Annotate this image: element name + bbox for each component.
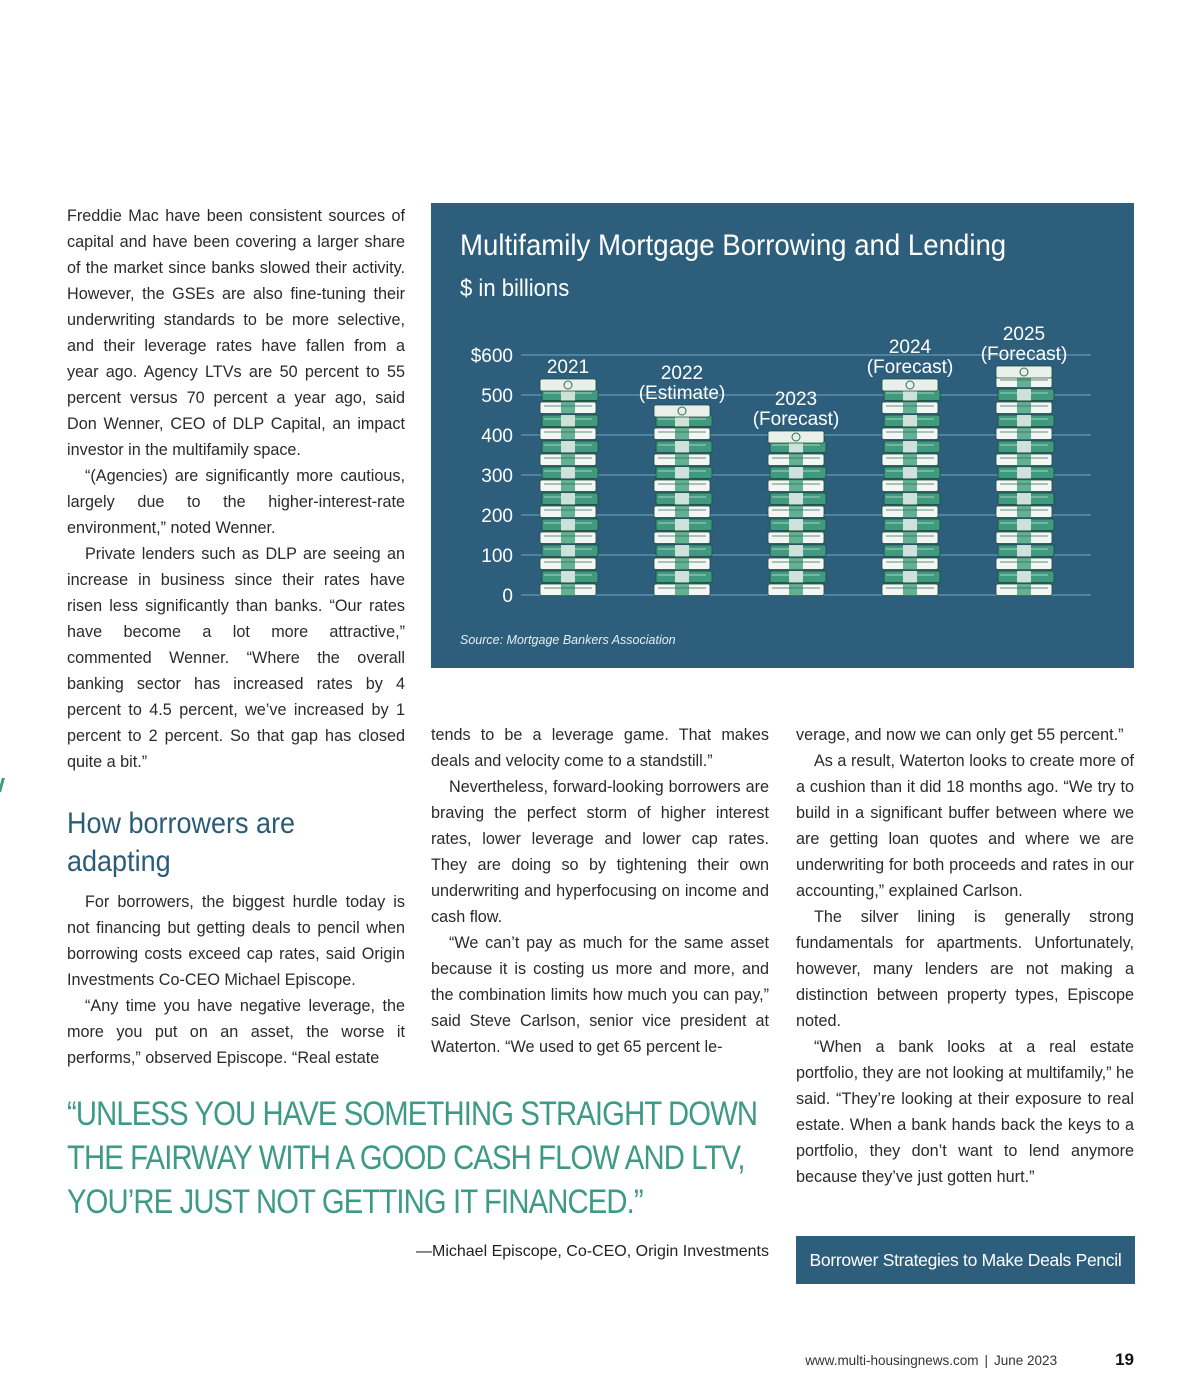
bundle-band	[675, 558, 689, 570]
bundle-band	[675, 428, 689, 440]
bundle-band	[903, 480, 917, 492]
bundle-band	[1017, 493, 1031, 505]
bundle-band	[1017, 584, 1031, 596]
bundle-band	[903, 584, 917, 596]
bundle-band	[561, 584, 575, 596]
footer-issue: June 2023	[994, 1353, 1058, 1368]
y-tick-label: 100	[481, 546, 513, 567]
bundle-band	[1017, 480, 1031, 492]
bundle-band	[1017, 467, 1031, 479]
bundle-band	[675, 467, 689, 479]
bundle-band	[1017, 441, 1031, 453]
category-label: 2023	[774, 389, 818, 410]
y-tick-label: 400	[481, 426, 513, 447]
y-tick-label: 500	[481, 386, 513, 407]
bundle-band	[675, 480, 689, 492]
bundle-band	[789, 467, 803, 479]
footer-website[interactable]: www.multi-housingnews.com	[805, 1353, 979, 1368]
bundle-band	[903, 493, 917, 505]
bundle-band	[789, 584, 803, 596]
bundle-band	[789, 454, 803, 466]
bundle-band	[675, 454, 689, 466]
bundle-band	[903, 532, 917, 544]
bar-money-stack	[996, 366, 1054, 596]
bundle-band	[1017, 402, 1031, 414]
body-paragraph: verage, and now we can only get 55 percent.”	[796, 726, 1124, 744]
bundle-band	[903, 415, 917, 427]
category-label: 2024	[888, 337, 932, 358]
bundle-band	[1017, 506, 1031, 518]
bundle-band	[675, 584, 689, 596]
category-label: 2022	[660, 363, 704, 384]
bar-money-stack	[768, 431, 826, 596]
bundle-band	[561, 415, 575, 427]
body-paragraph: tends to be a leverage game. That makes deals and velocity come to a standstill.”	[431, 726, 769, 770]
section-heading: How borrowers are adapting	[67, 807, 296, 878]
bundle-band	[1017, 558, 1031, 570]
bundle-band	[903, 467, 917, 479]
bundle-band	[789, 545, 803, 557]
bundle-band	[1017, 389, 1031, 401]
bundle-band	[675, 532, 689, 544]
bundle-band	[1017, 428, 1031, 440]
bundle-band	[789, 571, 803, 583]
bundle-band	[561, 519, 575, 531]
bundle-band	[561, 571, 575, 583]
y-tick-label: 300	[481, 466, 513, 487]
chart-title: Multifamily Mortgage Borrowing and Lending	[460, 229, 1007, 262]
article-column-3	[796, 722, 1134, 1190]
article-column-1	[67, 203, 405, 1071]
bundle-band	[789, 480, 803, 492]
bundle-band	[1017, 415, 1031, 427]
bundle-band	[903, 571, 917, 583]
bundle-band	[561, 545, 575, 557]
body-paragraph: “We can’t pay as much for the same asset because it is costing us more and more, and the combination limits how much you can pay,” said Steve Carlson, senior vice president at Waterton. “We used to get 65 percent le-	[431, 934, 769, 1056]
category-label: (Forecast)	[980, 344, 1068, 365]
bundle-band	[1017, 519, 1031, 531]
category-label: (Estimate)	[638, 383, 726, 404]
bundle-band	[675, 493, 689, 505]
bundle-band	[1017, 532, 1031, 544]
chart-panel	[431, 203, 1134, 668]
bundle-band	[561, 532, 575, 544]
page-number: 19	[1115, 1350, 1134, 1369]
body-paragraph: Private lenders such as DLP are seeing an increase in business since their rates have risen less significantly than banks. “Our rates have become a lot more attractive,” commented Wenner. “Where the overall banking sector has increased rates by 4 percent to 4.5 percent, we’ve increased by 1 percent to 2 percent. So that gap has closed quite a bit.”	[67, 545, 405, 771]
bar-money-stack	[654, 405, 712, 596]
chart-subtitle: $ in billions	[460, 275, 570, 302]
footer-separator: |	[984, 1353, 989, 1368]
bundle-band	[561, 558, 575, 570]
bundle-band	[789, 532, 803, 544]
bundle-band	[903, 454, 917, 466]
bar-chart	[431, 203, 1134, 668]
bundle-band	[561, 441, 575, 453]
page-footer	[700, 1350, 1134, 1370]
bundle-band	[561, 454, 575, 466]
bundle-band	[789, 506, 803, 518]
sidebar-heading-tab[interactable]: Borrower Strategies to Make Deals Pencil	[796, 1236, 1135, 1284]
bundle-band	[903, 402, 917, 414]
bundle-band	[675, 506, 689, 518]
bundle-band	[903, 428, 917, 440]
bundle-band	[789, 493, 803, 505]
bundle-band	[1017, 454, 1031, 466]
bundle-band	[903, 545, 917, 557]
chart-source: Source: Mortgage Bankers Association	[460, 633, 676, 647]
body-paragraph: The silver lining is generally strong fundamentals for apartments. Unfortunately, however, many lenders are not making a distinction between property types, Episcope noted.	[796, 908, 1134, 1030]
body-paragraph: Nevertheless, forward-looking borrowers are braving the perfect storm of higher interest rates, lower leverage and lower cap rates. They are doing so by tightening their own underwriting and hyperfocusing on income and cash flow.	[431, 778, 769, 926]
bundle-band	[561, 428, 575, 440]
bundle-band	[561, 467, 575, 479]
category-label: (Forecast)	[866, 357, 954, 378]
bar-money-stack	[540, 379, 598, 596]
bundle-band	[903, 519, 917, 531]
bundle-band	[561, 506, 575, 518]
pull-quote: “UNLESS YOU HAVE SOMETHING STRAIGHT DOWN THE FAIRWAY WITH A GOOD CASH FLOW AND LTV, YOU’RE JUST NOT GETTING IT FINANCED.”	[67, 1095, 758, 1221]
bundle-band	[675, 545, 689, 557]
bundle-band	[1017, 571, 1031, 583]
body-paragraph: For borrowers, the biggest hurdle today is not financing but getting deals to pencil when borrowing costs exceed cap rates, said Origin Investments Co-CEO Michael Episcope.	[67, 893, 405, 989]
bundle-band	[675, 519, 689, 531]
article-column-2	[431, 722, 769, 1060]
y-tick-label: $600	[470, 346, 513, 367]
body-paragraph: Freddie Mac have been consistent sources of capital and have been covering a larger share of the market since banks slowed their activity. However, the GSEs are also fine-tuning their underwriting standards to be more selective, and their leverage rates have fallen from a year ago. Agency LTVs are 50 percent to 55 percent versus 70 percent a year ago, said Don Wenner, CEO of DLP Capital, an impact investor in the multifamily space.	[67, 207, 405, 459]
pull-quote-attribution: —Michael Episcope, Co-CEO, Origin Investments	[415, 1243, 769, 1260]
category-label: (Forecast)	[752, 409, 840, 430]
bundle-band	[903, 558, 917, 570]
bar-money-stack	[882, 379, 940, 596]
category-label: 2025	[1002, 324, 1046, 345]
bundle-band	[789, 519, 803, 531]
bundle-band	[561, 493, 575, 505]
bundle-band	[675, 571, 689, 583]
bundle-band	[675, 441, 689, 453]
bundle-band	[903, 441, 917, 453]
bundle-band	[1017, 545, 1031, 557]
bundle-band	[903, 506, 917, 518]
body-paragraph: “(Agencies) are significantly more cautious, largely due to the higher-interest-rate environment,” noted Wenner.	[67, 467, 405, 537]
y-tick-label: 200	[481, 506, 513, 527]
bundle-band	[561, 480, 575, 492]
category-label: 2021	[546, 357, 590, 378]
y-tick-label: 0	[502, 586, 513, 607]
body-paragraph: “Any time you have negative leverage, the more you put on an asset, the worse it performs,” observed Episcope. “Real estate	[67, 997, 405, 1067]
bundle-band	[789, 558, 803, 570]
body-paragraph: “When a bank looks at a real estate portfolio, they are not looking at multifamily,” he said. “They’re looking at their exposure to real estate. When a bank hands back the keys to a portfolio, they don’t want to lend anymore because they’ve just gotten hurt.”	[796, 1038, 1135, 1186]
body-paragraph: As a result, Waterton looks to create more of a cushion than it did 18 months ago. “We try to build in a significant buffer between where we are getting loan quotes and where we are underwriting for both proceeds and rates in our accounting,” explained Carlson.	[796, 752, 1134, 900]
bundle-band	[561, 402, 575, 414]
page-edge-mark	[0, 778, 5, 792]
